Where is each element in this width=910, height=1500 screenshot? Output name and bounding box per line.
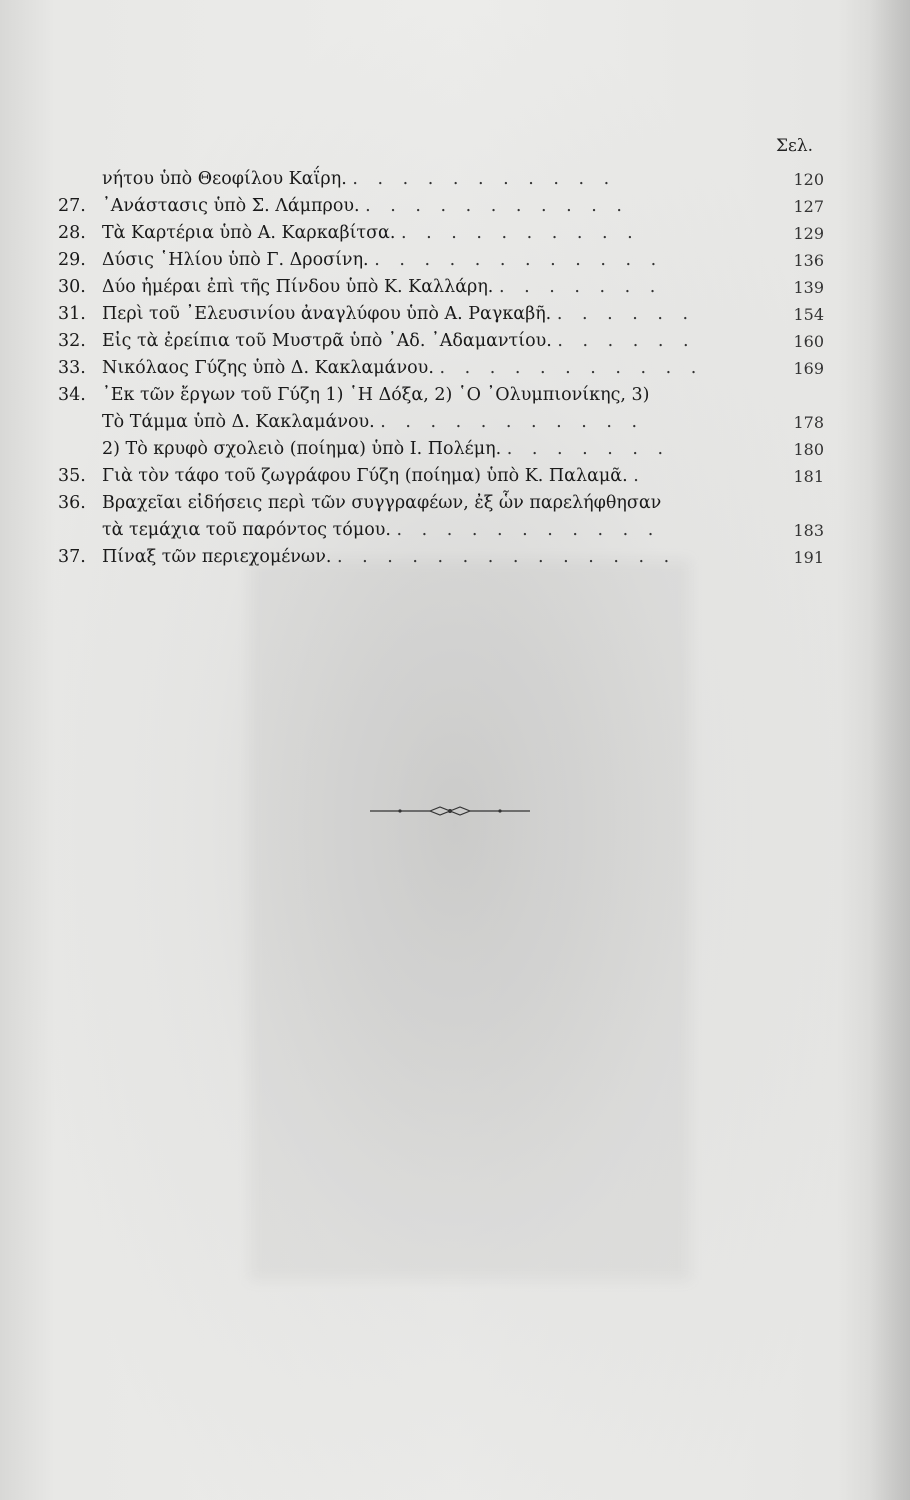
toc-entry-title: ᾿Εκ τῶν ἔργων τοῦ Γύζη 1) ῾Η Δόξα, 2) ῾Ο ᾿Ολυμπιονίκης, 3) xyxy=(102,385,650,405)
toc-entry-title: Περὶ τοῦ ᾿Ελευσινίου ἀναγλύφου ὑπὸ Α. Ραγκαβῆ. xyxy=(102,304,552,324)
toc-entry-leader-dots: . . . . . . xyxy=(556,304,696,324)
toc-entry-leader-dots: . . . . . . . xyxy=(506,439,671,459)
toc-entry-page-number: 136 xyxy=(793,251,824,270)
toc-entry-title: Βραχεῖαι εἰδήσεις περὶ τῶν συγγραφέων, ἐξ ὧν παρελήφθησαν xyxy=(102,493,662,513)
toc-entry-leader-dots: . . . . . . . . . . . xyxy=(365,196,629,216)
toc-entry xyxy=(58,517,828,544)
toc-entry xyxy=(58,301,828,328)
toc-entry-title: Γιὰ τὸν τάφο τοῦ ζωγράφου Γύζη (ποίημα) ὑπὸ Κ. Παλαμᾶ. xyxy=(102,466,628,486)
toc-entry-title: 2) Τὸ κρυφὸ σχολειὸ (ποίημα) ὑπὸ Ι. Πολέμη. xyxy=(102,439,502,459)
toc-entry-title: νήτου ὑπὸ Θεοφίλου Καΐρη. xyxy=(102,169,347,189)
toc-entry-leader-dots: . . . . . . xyxy=(557,331,696,351)
toc-entry-title: Δύσις ῾Ηλίου ὑπὸ Γ. Δροσίνη. xyxy=(102,250,369,270)
page-column-header: Σελ. xyxy=(776,136,814,156)
toc-entry-page-number: 139 xyxy=(793,278,824,297)
toc-entry-leader-dots: . . . . . . . . . . . xyxy=(352,169,617,189)
toc-entry-page-number: 154 xyxy=(793,305,824,324)
toc-entry-page-number: 129 xyxy=(793,224,824,243)
toc-entry xyxy=(58,193,828,220)
toc-entry xyxy=(58,274,828,301)
toc-entry-leader-dots: . . . . . . . xyxy=(498,277,663,297)
toc-entry-number: 32. xyxy=(58,331,86,351)
toc-entry xyxy=(58,463,828,490)
toc-entry-page-number: 178 xyxy=(793,413,824,432)
toc-entry-number: 33. xyxy=(58,358,86,378)
toc-entry-number: 28. xyxy=(58,223,86,243)
toc-entry-number: 27. xyxy=(58,196,86,216)
toc-entry-number: 37. xyxy=(58,547,86,567)
toc-entry-title: ᾿Ανάστασις ὑπὸ Σ. Λάμπρου. xyxy=(102,196,360,216)
toc-entry xyxy=(58,436,828,463)
toc-entry xyxy=(58,355,828,382)
toc-entry-page-number: 191 xyxy=(793,548,824,567)
toc-entry xyxy=(58,409,828,436)
toc-entry-leader-dots: . . . . . . . . . . . xyxy=(396,520,661,540)
toc-entry-title: Δύο ἡμέραι ἐπὶ τῆς Πίνδου ὑπὸ Κ. Καλλάρη. xyxy=(102,277,494,297)
toc-entry xyxy=(58,490,828,517)
toc-entry-leader-dots: . . . . . . . . . . . xyxy=(439,358,704,378)
toc-entry-title: Τὸ Τάμμα ὑπὸ Δ. Κακλαμάνου. xyxy=(102,412,375,432)
toc-entry-title: Εἰς τὰ ἐρείπια τοῦ Μυστρᾶ ὑπὸ ᾿Αδ. ᾿Αδαμαντίου. xyxy=(102,331,552,351)
toc-entry-number: 34. xyxy=(58,385,86,405)
toc-entry xyxy=(58,382,828,409)
bleed-through-shadow xyxy=(250,560,690,1280)
toc-entry-page-number: 180 xyxy=(793,440,824,459)
toc-entry-page-number: 120 xyxy=(793,170,824,189)
toc-entry-leader-dots: . . . . . . . . . . xyxy=(401,223,640,243)
toc-entry-leader-dots: . . . . . . . . . . . . xyxy=(374,250,664,270)
toc-entry-number: 29. xyxy=(58,250,86,270)
page-edge-shadow xyxy=(870,0,910,1500)
toc-entry xyxy=(58,544,828,571)
toc-entry-title: τὰ τεμάχια τοῦ παρόντος τόμου. xyxy=(102,520,391,540)
toc-entry-page-number: 127 xyxy=(793,197,824,216)
table-of-contents xyxy=(58,166,828,571)
toc-entry xyxy=(58,166,828,193)
toc-entry-page-number: 160 xyxy=(793,332,824,351)
ornament-divider xyxy=(370,804,530,818)
toc-entry-number: 36. xyxy=(58,493,86,513)
toc-entry-title: Τὰ Καρτέρια ὑπὸ Α. Καρκαβίτσα. xyxy=(102,223,396,243)
toc-entry-number: 30. xyxy=(58,277,86,297)
toc-entry-leader-dots: . . . . . . . . . . . . . . xyxy=(336,547,677,567)
toc-entry xyxy=(58,328,828,355)
toc-entry-page-number: 169 xyxy=(793,359,824,378)
toc-entry-leader-dots: . xyxy=(633,466,646,486)
toc-entry-title: Πίναξ τῶν περιεχομένων. xyxy=(102,547,332,567)
toc-entry-title: Νικόλαος Γύζης ὑπὸ Δ. Κακλαμάνου. xyxy=(102,358,434,378)
toc-entry xyxy=(58,220,828,247)
toc-entry xyxy=(58,247,828,274)
toc-entry-number: 35. xyxy=(58,466,86,486)
toc-entry-number: 31. xyxy=(58,304,86,324)
toc-entry-leader-dots: . . . . . . . . . . . xyxy=(380,412,645,432)
toc-entry-page-number: 181 xyxy=(793,467,824,486)
toc-entry-page-number: 183 xyxy=(793,521,824,540)
